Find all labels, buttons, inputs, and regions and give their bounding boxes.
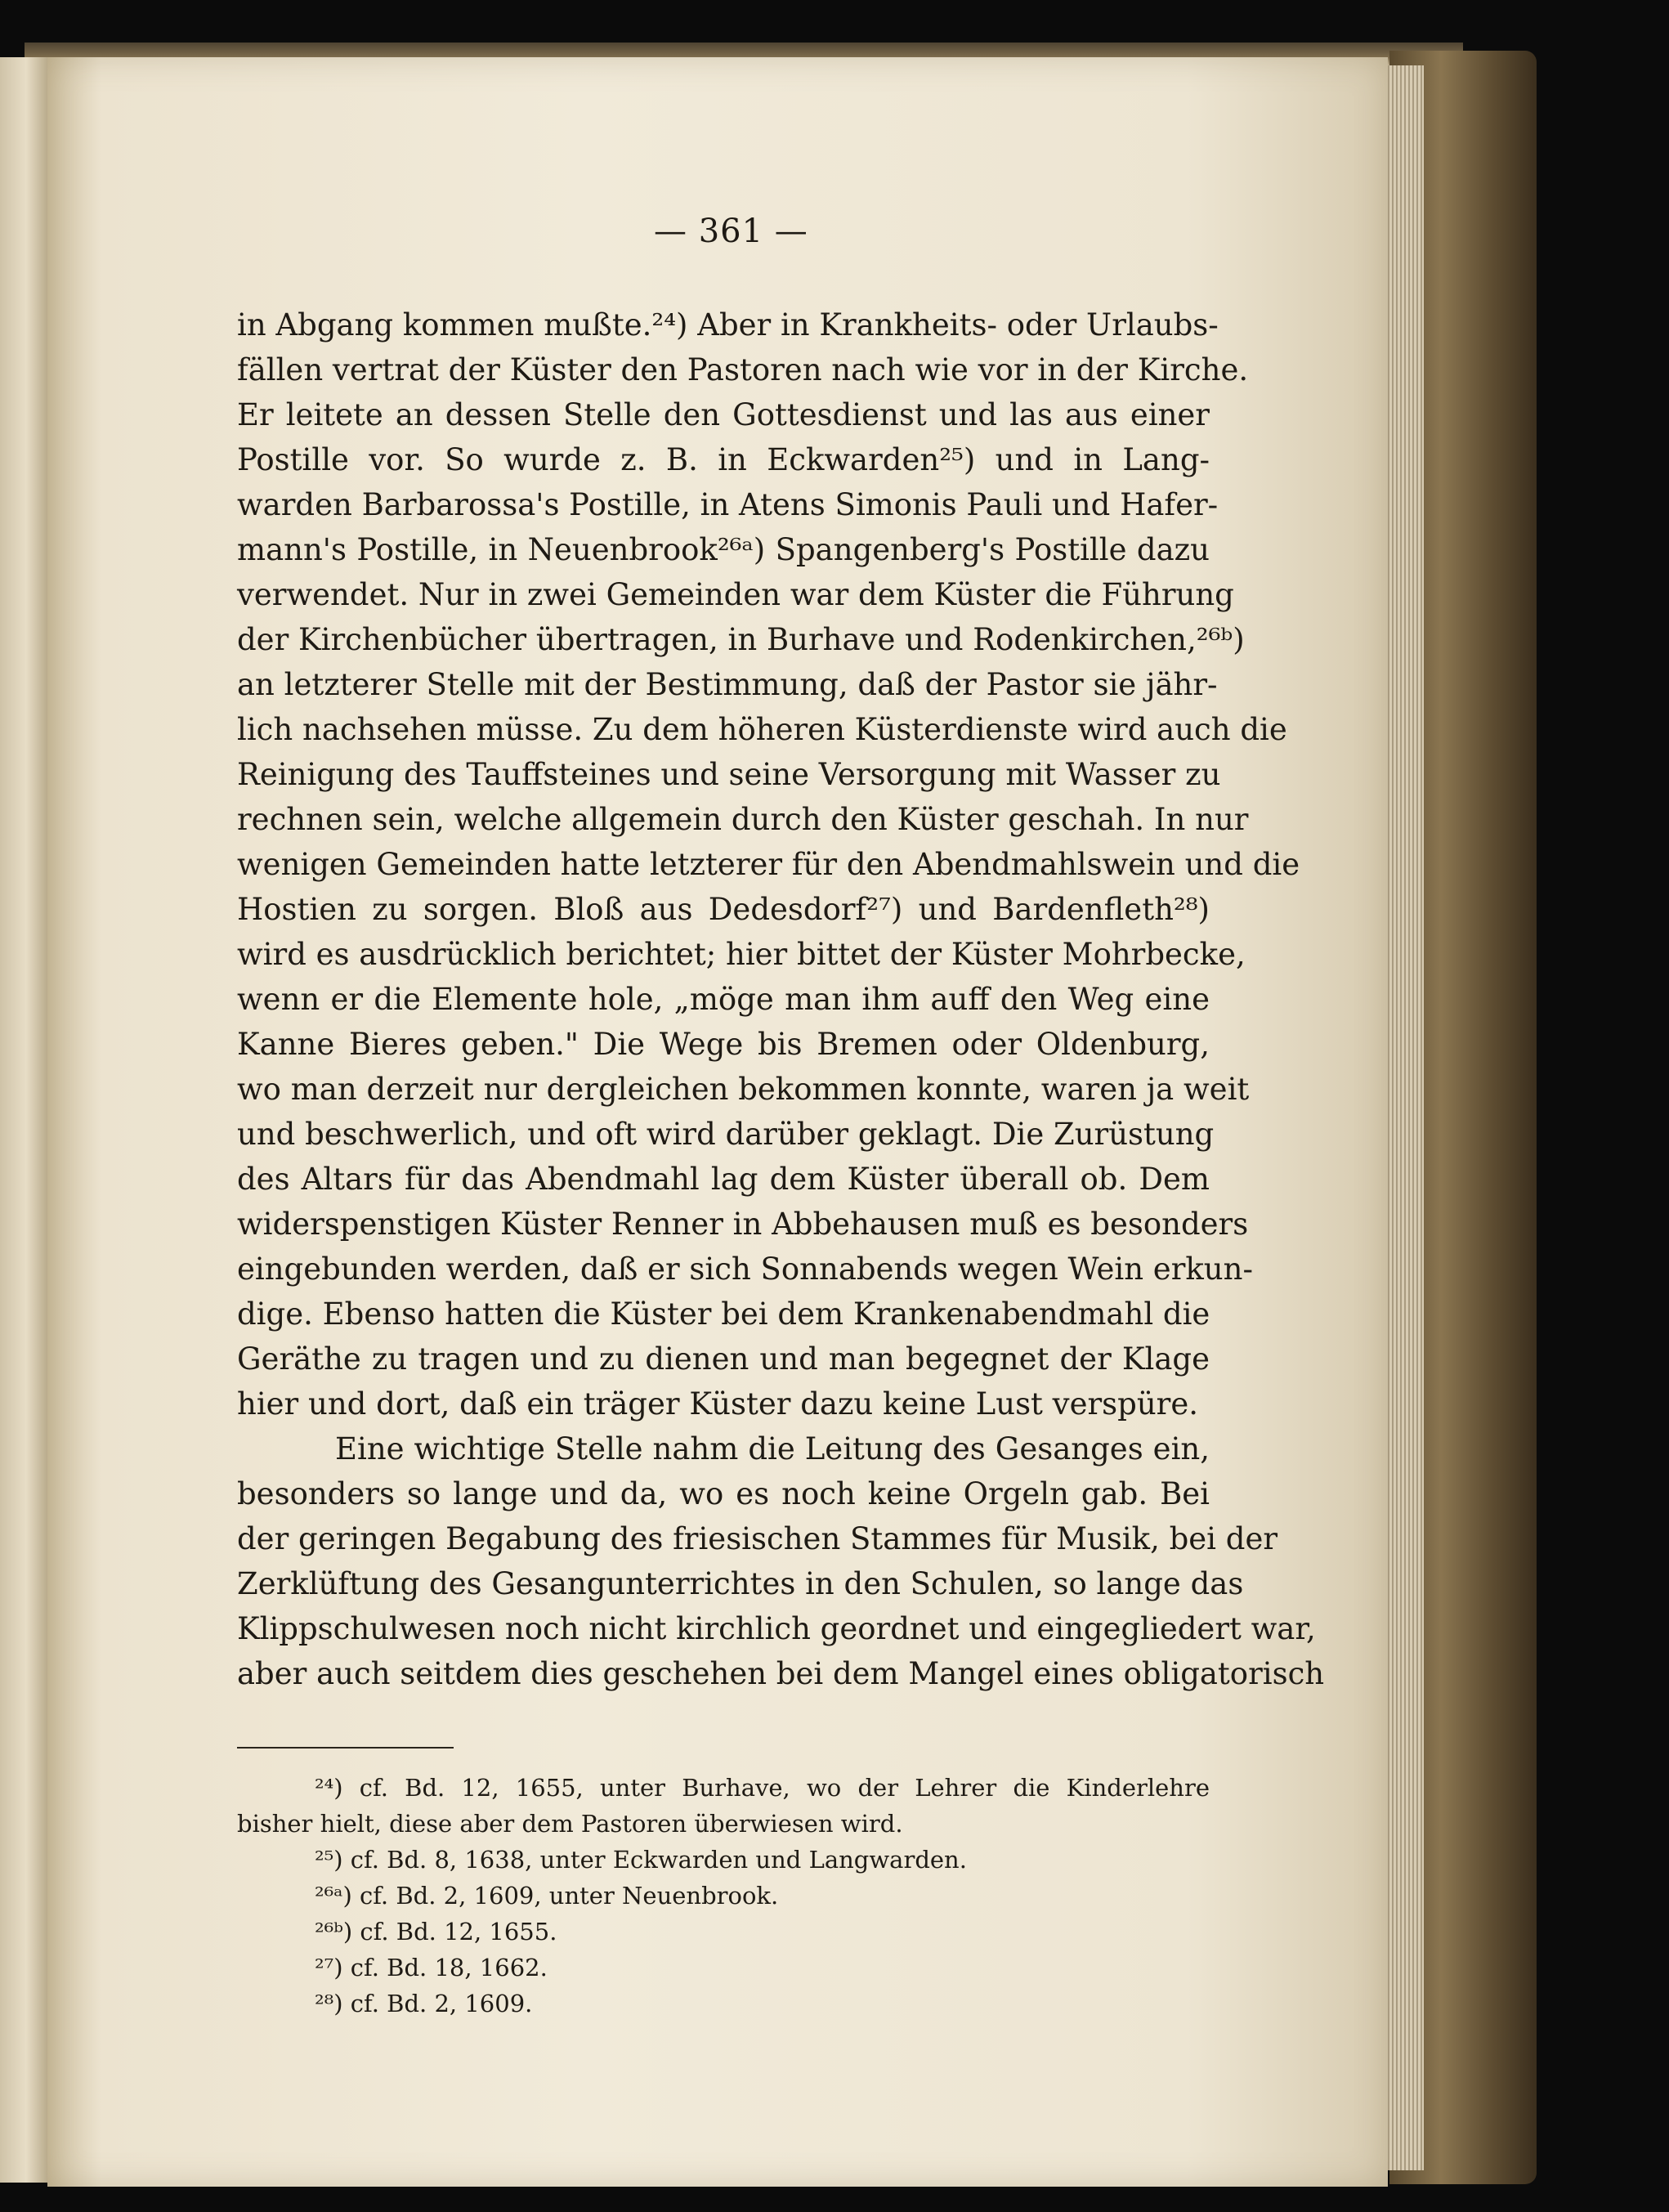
text-line: mann's Postille, in Neuenbrook²⁶ᵃ) Spangenberg's Postille dazu	[237, 532, 1210, 567]
text-line: rechnen sein, welche allgemein durch den Küster geschah. In nur	[237, 802, 1249, 837]
book-page	[47, 57, 1388, 2187]
text-line: widerspenstigen Küster Renner in Abbehausen muß es besonders	[237, 1207, 1249, 1242]
text-line: warden Barbarossa's Postille, in Atens Simonis Pauli und Hafer-	[237, 487, 1219, 522]
body-text	[237, 302, 1325, 1696]
text-line: und beschwerlich, und oft wird darüber geklagt. Die Zurüstung	[237, 1117, 1215, 1152]
text-line: dige. Ebenso hatten die Küster bei dem Krankenabendmahl die	[237, 1296, 1210, 1332]
paragraph-start-line: Eine wichtige Stelle nahm die Leitung des Gesanges ein,	[335, 1431, 1210, 1466]
text-line: Kanne Bieres geben." Die Wege bis Bremen oder Oldenburg,	[237, 1027, 1210, 1062]
footnote: ²⁸) cf. Bd. 2, 1609.	[315, 1990, 533, 2017]
text-line: fällen vertrat der Küster den Pastoren nach wie vor in der Kirche.	[237, 352, 1249, 387]
text-line: wird es ausdrücklich berichtet; hier bittet der Küster Mohrbecke,	[237, 937, 1246, 972]
footnote: ²⁴) cf. Bd. 12, 1655, unter Burhave, wo der Lehrer die Kinderlehre	[315, 1774, 1210, 1802]
page-number: — 361 —	[654, 213, 808, 250]
text-line: der Kirchenbücher übertragen, in Burhave und Rodenkirchen,²⁶ᵇ)	[237, 622, 1245, 657]
text-line: Reinigung des Tauffsteines und seine Versorgung mit Wasser zu	[237, 757, 1221, 792]
text-line: wo man derzeit nur dergleichen bekommen konnte, waren ja weit	[237, 1072, 1250, 1107]
text-line: Zerklüftung des Gesangunterrichtes in den Schulen, so lange das	[237, 1566, 1244, 1601]
text-line: besonders so lange und da, wo es noch keine Orgeln gab. Bei	[237, 1476, 1210, 1511]
footnote: ²⁷) cf. Bd. 18, 1662.	[315, 1954, 548, 1981]
text-line: Klippschulwesen noch nicht kirchlich geordnet und eingegliedert war,	[237, 1611, 1316, 1646]
text-line: des Altars für das Abendmahl lag dem Küster überall ob. Dem	[237, 1162, 1210, 1197]
facing-page-edge	[0, 57, 50, 2183]
text-line: in Abgang kommen mußte.²⁴) Aber in Krankheits- oder Urlaubs-	[237, 307, 1219, 343]
text-line: verwendet. Nur in zwei Gemeinden war dem Küster die Führung	[237, 577, 1234, 612]
text-line: Geräthe zu tragen und zu dienen und man begegnet der Klage	[237, 1341, 1210, 1377]
text-line: der geringen Begabung des friesischen Stammes für Musik, bei der	[237, 1521, 1278, 1556]
text-line: Er leitete an dessen Stelle den Gottesdienst und las aus einer	[237, 397, 1210, 432]
footnote-separator	[237, 1747, 454, 1749]
text-line: eingebunden werden, daß er sich Sonnabends wegen Wein erkun-	[237, 1252, 1253, 1287]
text-line: an letzterer Stelle mit der Bestimmung, daß der Pastor sie jähr-	[237, 667, 1218, 702]
text-line: Hostien zu sorgen. Bloß aus Dedesdorf²⁷) und Bardenfleth²⁸)	[237, 892, 1210, 927]
footnote: ²⁶ᵃ) cf. Bd. 2, 1609, unter Neuenbrook.	[315, 1882, 779, 1910]
footnote-continuation: bisher hielt, diese aber dem Pastoren überwiesen wird.	[237, 1810, 903, 1838]
footnote: ²⁵) cf. Bd. 8, 1638, unter Eckwarden und Langwarden.	[315, 1846, 967, 1874]
text-line: aber auch seitdem dies geschehen bei dem Mangel eines obligatorisch	[237, 1656, 1325, 1691]
text-line: Postille vor. So wurde z. B. in Eckwarden²⁵) und in Lang-	[237, 442, 1210, 477]
footnote: ²⁶ᵇ) cf. Bd. 12, 1655.	[315, 1918, 557, 1946]
text-line: wenn er die Elemente hole, „möge man ihm auff den Weg eine	[237, 982, 1210, 1017]
text-line: wenigen Gemeinden hatte letzterer für den Abendmahlswein und die	[237, 847, 1300, 882]
footnotes	[237, 1770, 1210, 2022]
text-line: lich nachsehen müsse. Zu dem höheren Küsterdienste wird auch die	[237, 712, 1287, 747]
text-line: hier und dort, daß ein träger Küster dazu keine Lust verspüre.	[237, 1386, 1199, 1422]
